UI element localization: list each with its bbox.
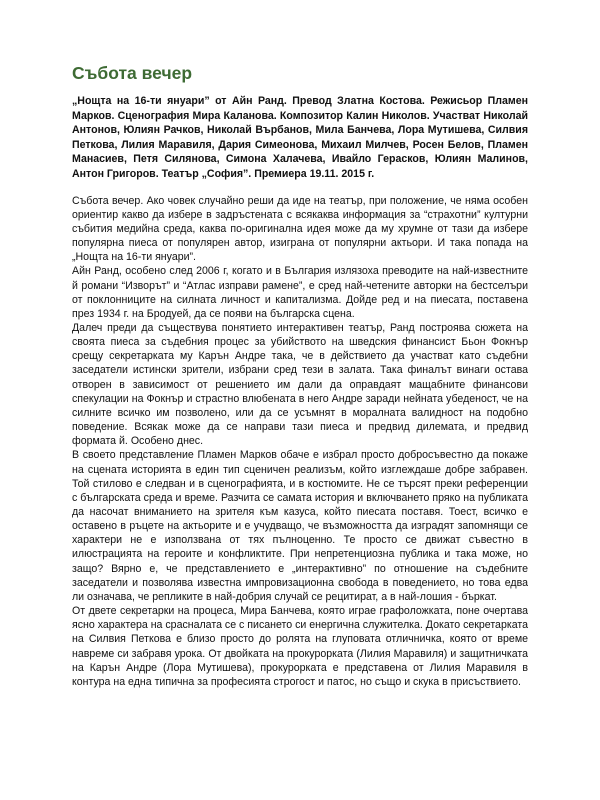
body-paragraph: Събота вечер. Ако човек случайно реши да иде на театър, при положение, че няма особен ориентир какво да избере в задръстената с всякаква информация за “страхотни” културни събития медийна среда, каква по-оригинална идея може да му хрумне от тази да избере популярна пиеса от популярен автор, изиграна от популярни актьори. И така попада на „Нощта на 16-ти януари”. xyxy=(72,194,528,264)
article-title: Събота вечер xyxy=(72,63,193,83)
body-paragraph: Айн Ранд, особено след 2006 г, когато и в България излязоха преводите на най-известните й романи “Изворът” и “Атлас изправи рамене”, е сред най-четените авторки на бестселъри от поклонниците на силната личност и капитализма. Дойде ред и на пиесата, поставена през 1934 г. на Бродуей, да се появи на българска сцена. xyxy=(72,265,528,320)
production-credits: „Нощта на 16-ти януари” от Айн Ранд. Превод Златна Костова. Режисьор Пламен Марков. Сценография Мира Каланова. Композитор Калин Николов. Участват Николай Антонов, Юлиян Рачков, Николай Върбанов, Мила Банчева, Лора Мутишева, Силвия Петкова, Лилия Маравиля, Дария Симеонова, Михаил Милчев, Росен Белов, Пламен Манасиев, Петя Силянова, Симона Халачева, Ивайло Герасков, Юлиян Малинов, Антон Григоров. Театър „София”. Премиера 19.11. 2015 г. xyxy=(72,95,528,180)
body-paragraph: От двете секретарки на процеса, Мира Банчева, която играе графоложката, поне очертава ясно характера на срасналата се с писането си енергична служителка. Докато секретарката на Силвия Петкова е близо просто до ролята на глуповата отличничка, която от време навреме си забравя урока. От двойката на прокурорката (Лилия Маравиля) и защитничката на Карън Андре (Лора Мутишева), прокурорката е представена от Лилия Маравиля в контура на една типична за професията строгост и патос, но също и скука в присъствието. xyxy=(72,605,528,688)
article-body xyxy=(72,194,528,689)
article xyxy=(72,62,528,689)
body-paragraph: В своето представление Пламен Марков обаче е избрал просто добросъвестно да покаже на сцената историята в един тип сценичен реализъм, който изглеждаше добре забравен. Той стилово е следван и в сценографията, и в костюмите. Не се търсят преки референции с българската среда и време. Разчита се самата история и включването пряко на публиката да насочат вниманието на зрителя към казуса, който пиесата поставя. Тоест, всичко е оставено в ръцете на актьорите и е учудващо, че възможността да изградят запомнящи се характери не е използвана от тях пълноценно. Те просто се движат съвестно в илюстрацията на героите и конфликтите. При непретенциозна публика и така може, но защо? Вярно е, че представлението е „интерактивно” по отношение на съдебните заседатели и позволява известна импровизационна свобода в поведението, но това едва ли означава, че репликите в най-добрия случай се рецитират, а в най-лошия - бъркат. xyxy=(72,449,528,603)
body-paragraph: Далеч преди да съществува понятието интерактивен театър, Ранд построява сюжета на своята пиеса за съдебния процес за убийството на шведския финансист Бьон Фокнър срещу секретарката му Карън Андре така, че в действието да участват като съдебни заседатели истински зрители, избрани сред тези в залата. Така финалът винаги остава отворен в зависимост от решението им дали да оправдаят мащабните финансови спекулации на Фокнър и страстно влюбената в него Андре заради нейната убеденост, че на силните всичко им позволено, или да се усъмнят в моралната валидност на подобно поведение. Всякак може да се направи тази пиеса и предвид дилемата, и предвид формата й. Особено днес. xyxy=(72,321,528,448)
